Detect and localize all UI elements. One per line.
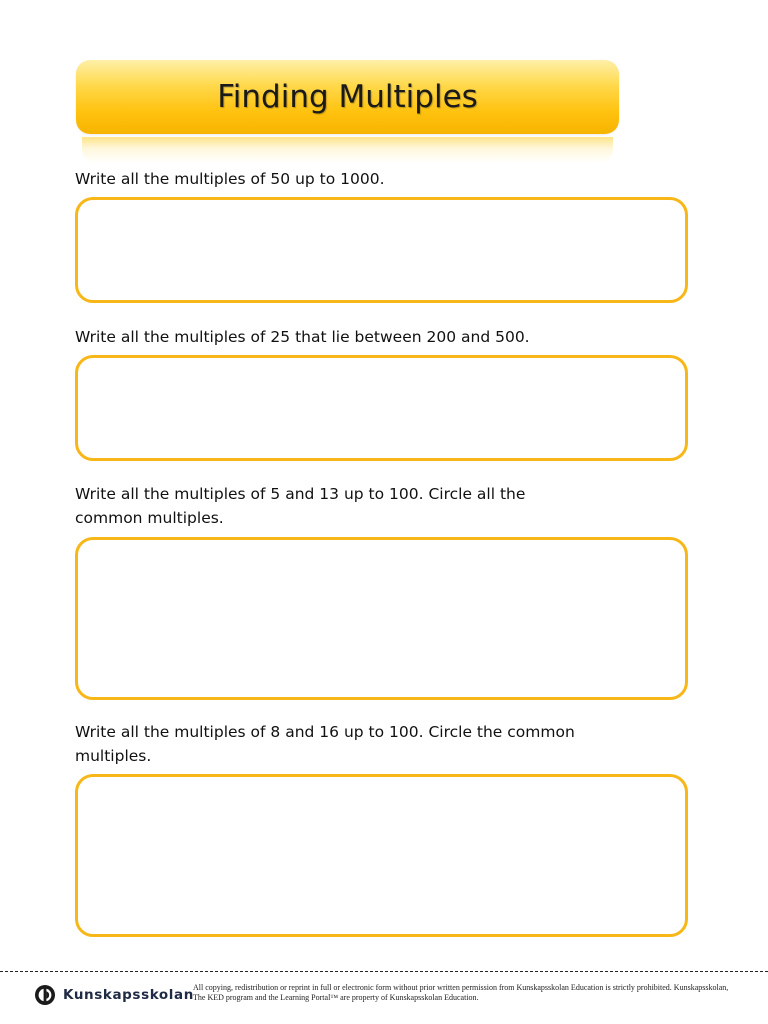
brand-name: Kunskapsskolan xyxy=(63,987,194,1003)
question-3: Write all the multiples of 5 and 13 up to 100. Circle all the common multiples. xyxy=(75,485,526,527)
question-4: Write all the multiples of 8 and 16 up to 100. Circle the common multiples. xyxy=(75,723,575,765)
answer-box-4[interactable] xyxy=(75,774,688,937)
answer-box-1[interactable] xyxy=(75,197,688,303)
brand-logo xyxy=(34,983,194,1007)
kunskapsskolan-logo-icon xyxy=(34,984,56,1006)
page-title: Finding Multiples xyxy=(217,79,478,115)
question-2: Write all the multiples of 25 that lie between 200 and 500. xyxy=(75,328,530,346)
answer-box-3[interactable] xyxy=(75,537,688,700)
footer-divider xyxy=(0,971,768,972)
answer-box-2[interactable] xyxy=(75,355,688,461)
copyright-notice: All copying, redistribution or reprint in full or electronic form without prior written permission from Kunskapsskolan Education is strictly prohibited. Kunskapsskolan, The KED program and the Learning Portal™ are property of Kunskapsskolan Education. xyxy=(193,983,729,1002)
title-banner-reflection xyxy=(82,137,613,163)
question-1: Write all the multiples of 50 up to 1000. xyxy=(75,170,385,188)
